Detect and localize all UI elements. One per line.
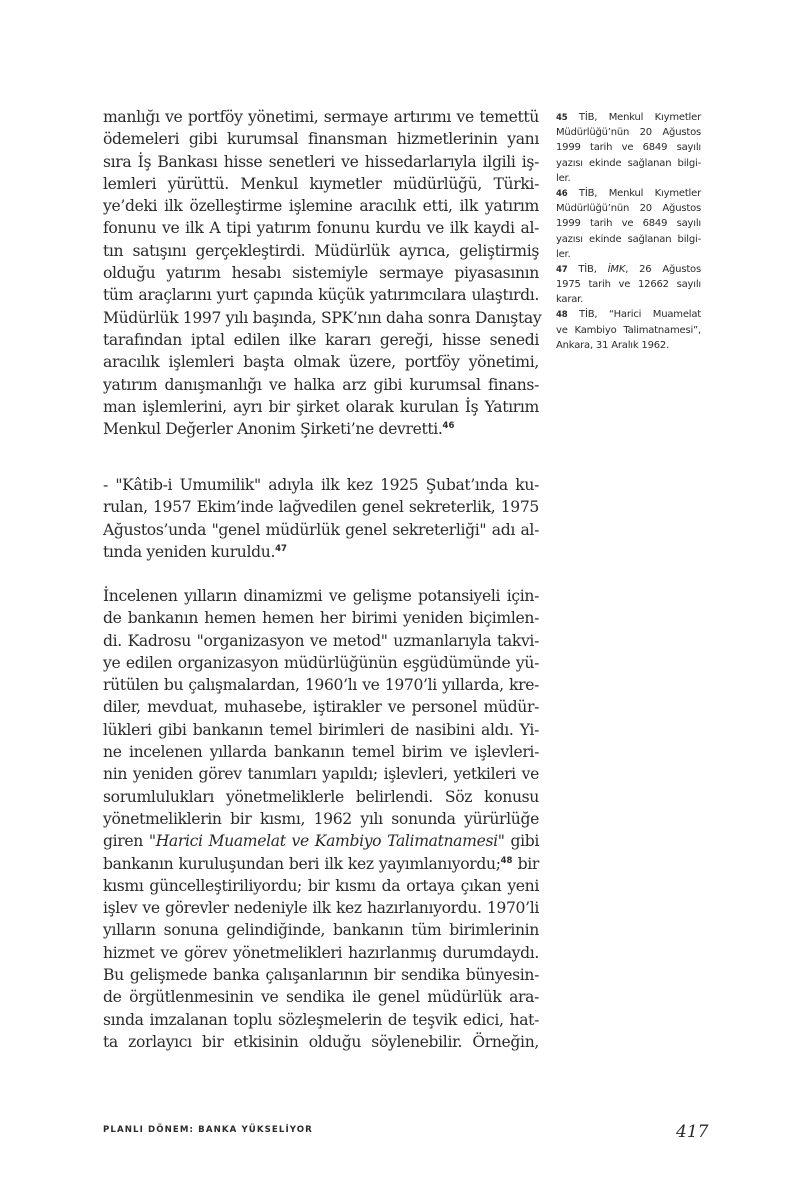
text-line: bankanın kuruluşundan beri ilk kez yayımlanıyordu;$^{48}$ bir xyxy=(103,854,540,873)
text-line: ödemeleri gibi kurumsal finansman hizmetlerinin yanı xyxy=(103,130,539,149)
text-line: yılların sonuna gelindiğinde, bankanın tüm birimlerinin xyxy=(103,921,539,940)
sidenote-48: 48 TİB, “Harici Muamelat ve Kambiyo Talimatnamesi”, Ankara, 31 Aralık 1962. xyxy=(556,309,701,351)
text-line: ye’deki ilk özelleştirme işlemine aracılık etti, ilk yatırım xyxy=(103,197,539,216)
text-line: yatırım danışmanlığı ve halka arz gibi kurumsal finans- xyxy=(103,375,539,394)
running-footer-title: PLANLI DÖNEM: BANKA YÜKSELİYOR xyxy=(103,1125,313,1135)
sidenote-46: 46 TİB, Menkul Kıymetler Müdürlüğü’nün 20 Ağustos 1999 tarih ve 6849 sayılı yazısı ekinde sağlanan bilgi- ler. xyxy=(556,187,701,260)
text-line: lükleri gibi bankanın temel birimleri de nasibini aldı. Yi- xyxy=(103,720,539,739)
paragraph-2 xyxy=(103,474,539,563)
text-line: tarafından iptal edilen ilke kararı gereği, hisse senedi xyxy=(103,330,539,349)
text-line: de örgütlenmesinin ve sendika ile genel müdürlük ara- xyxy=(103,988,539,1007)
text-line: İncelenen yılların dinamizmi ve gelişme potansiyeli için- xyxy=(103,587,539,605)
text-line: lemleri yürüttü. Menkul kıymetler müdürlüğü, Türki- xyxy=(103,174,539,193)
sidenote-number: 47 xyxy=(556,264,568,275)
text-line: di. Kadrosu "organizasyon ve metod" uzmanlarıyla takvi- xyxy=(103,631,539,650)
text-line: aracılık işlemleri başta olmak üzere, portföy yönetimi, xyxy=(103,353,539,372)
text-line: nin yeniden görev tanımları yapıldı; işlevleri, yetkileri ve xyxy=(103,765,539,784)
text-line: Müdürlük 1997 yılı başında, SPK’nın daha sonra Danıştay xyxy=(103,308,542,327)
sidenote-number: 48 xyxy=(556,310,568,321)
text-line: tında yeniden kuruldu.$^{47}$ xyxy=(103,542,287,561)
sidenote-number: 46 xyxy=(556,188,568,199)
text-line: Menkul Değerler Anonim Şirketi’ne devretti.$^{46}$ xyxy=(103,420,455,439)
text-line: de bankanın hemen hemen her birimi yeniden biçimlen- xyxy=(103,609,539,628)
text-line: - "Kâtib-i Umumilik" adıyla ilk kez 1925 Şubat’ında ku- xyxy=(103,476,539,494)
footnote-ref-47[interactable]: 47 xyxy=(275,543,287,554)
text-line: Ağustos’unda "genel müdürlük genel sekreterliği" adı al- xyxy=(103,520,539,539)
paragraph-3 xyxy=(103,585,539,1053)
text-line: işlev ve görevler nedeniyle ilk kez hazırlanıyordu. 1970’li xyxy=(103,899,539,918)
sidenote-45: 45 TİB, Menkul Kıymetler Müdürlüğü’nün 20 Ağustos 1999 tarih ve 6849 sayılı yazısı ekinde sağlanan bilgi- ler. xyxy=(556,112,701,184)
text-line: yönetmeliklerin bir kısmı, 1962 yılı sonunda yürürlüğe xyxy=(103,809,539,828)
text-line: sorumlulukları yönetmeliklerle belirlendi. Söz konusu xyxy=(103,787,539,806)
sidenote-number: 45 xyxy=(556,113,568,123)
text-line: tüm araçlarını yurt çapında küçük yatırımcılara ulaştırdı. xyxy=(103,286,539,305)
text-line: fonunu ve ilk A tipi yatırım fonunu kurdu ve ilk kaydi al- xyxy=(103,219,539,238)
text-line: man işlemlerini, ayrı bir şirket olarak kurulan İş Yatırım xyxy=(103,397,539,416)
text-line: sıra İş Bankası hisse senetleri ve hissedarlarıyla ilgili iş- xyxy=(103,152,539,171)
text-line: tın satışını gerçekleştirdi. Müdürlük ayrıca, geliştirmiş xyxy=(103,241,539,260)
text-line: manlığı ve portföy yönetimi, sermaye artırımı ve temettü xyxy=(103,108,539,126)
text-line: rulan, 1957 Ekim’inde lağvedilen genel sekreterlik, 1975 xyxy=(103,498,539,517)
page-number: 417 xyxy=(676,1122,709,1142)
text-line: sında imzalanan toplu sözleşmelerin de teşvik edici, hat- xyxy=(103,1010,539,1029)
footnote-ref-48[interactable]: 48 xyxy=(500,855,513,866)
text-line: diler, mevduat, muhasebe, iştirakler ve personel müdür- xyxy=(103,698,539,717)
text-line: hizmet ve görev yönetmelikleri hazırlanmış durumdaydı. xyxy=(103,943,539,962)
italic-title: Harici Muamelat ve Kambiyo Talimatnamesi xyxy=(155,832,498,851)
text-line: giren "Harici Muamelat ve Kambiyo Talimatnamesi" gibi xyxy=(103,832,540,851)
text-line: ta zorlayıcı bir etkisinin olduğu söylenebilir. Örneğin, xyxy=(103,1032,539,1051)
text-line: Bu gelişmede banka çalışanlarının bir sendika bünyesin- xyxy=(103,966,539,985)
text-line: ye edilen organizasyon müdürlüğünün eşgüdümünde yü- xyxy=(103,653,539,672)
text-line: ne incelenen yıllarda bankanın temel birim ve işlevleri- xyxy=(103,743,539,762)
sidenotes-column xyxy=(556,110,701,353)
text-line: kısmı güncelleştiriliyordu; bir kısmı da ortaya çıkan yeni xyxy=(103,876,539,895)
paragraph-1 xyxy=(103,106,542,440)
text-line: olduğu yatırım hesabı sistemiyle sermaye piyasasının xyxy=(103,264,539,283)
sidenote-47: 47 TİB, İMK, 26 Ağustos 1975 tarih ve 12662 sayılı karar. xyxy=(556,263,701,306)
text-line: rütülen bu çalışmalardan, 1960’lı ve 1970’li yıllarda, kre- xyxy=(103,676,539,695)
footnote-ref-46[interactable]: 46 xyxy=(442,421,455,432)
